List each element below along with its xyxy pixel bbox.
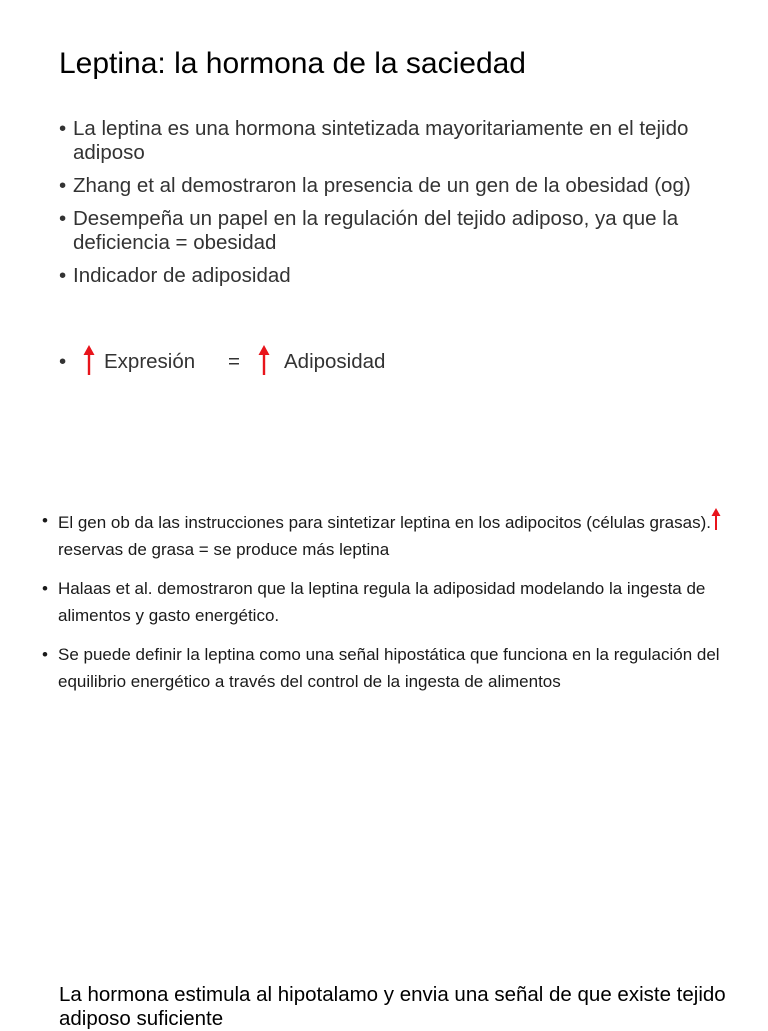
list-item	[59, 264, 719, 288]
main-bullet-list	[59, 117, 719, 297]
equals-sign: =	[228, 350, 240, 373]
bullet-text-part: reservas de grasa = se produce más leptina	[58, 539, 390, 559]
bullet-dot: •	[42, 511, 48, 530]
up-arrow-icon	[258, 345, 270, 375]
list-item	[59, 174, 719, 198]
bullet-dot: •	[42, 645, 48, 664]
list-item	[42, 508, 728, 563]
bullet-dot: •	[59, 174, 67, 197]
bullet-text: Se puede definir la leptina como una señal hipostática que funciona en la regulación del equilibrio energético a través del control de la ingesta de alimentos	[58, 645, 720, 691]
bullet-text: Indicador de adiposidad	[73, 264, 291, 287]
bullet-dot: •	[59, 207, 67, 230]
list-item	[42, 642, 728, 695]
list-item	[42, 576, 728, 629]
bullet-text: Zhang et al demostraron la presencia de un gen de la obesidad (og)	[73, 174, 691, 197]
up-arrow-icon	[83, 345, 95, 375]
secondary-bullet-list	[42, 508, 728, 708]
bullet-text: Desempeña un papel en la regulación del tejido adiposo, ya que la deficiencia = obesidad	[73, 207, 679, 254]
adiposity-label: Adiposidad	[284, 350, 386, 373]
expression-label: Expresión	[104, 350, 196, 373]
bullet-dot: •	[42, 579, 48, 598]
bullet-dot: •	[59, 117, 67, 140]
list-item	[59, 207, 719, 255]
bullet-dot: •	[59, 264, 67, 287]
bullet-text: La leptina es una hormona sintetizada mayoritariamente en el tejido adiposo	[73, 117, 689, 164]
bullet-dot: •	[59, 350, 67, 373]
up-arrow-icon	[711, 508, 721, 530]
page-title: Leptina: la hormona de la saciedad	[59, 47, 526, 80]
list-item	[59, 117, 719, 165]
bullet-text-part: El gen ob da las instrucciones para sintetizar leptina en los adipocitos (células grasas).	[58, 513, 711, 532]
bullet-text: Halaas et al. demostraron que la leptina regula la adiposidad modelando la ingesta de alimentos y gasto energético.	[58, 579, 706, 625]
bottom-statement: La hormona estimula al hipotalamo y envia una señal de que existe tejido adiposo suficiente	[59, 983, 726, 1030]
